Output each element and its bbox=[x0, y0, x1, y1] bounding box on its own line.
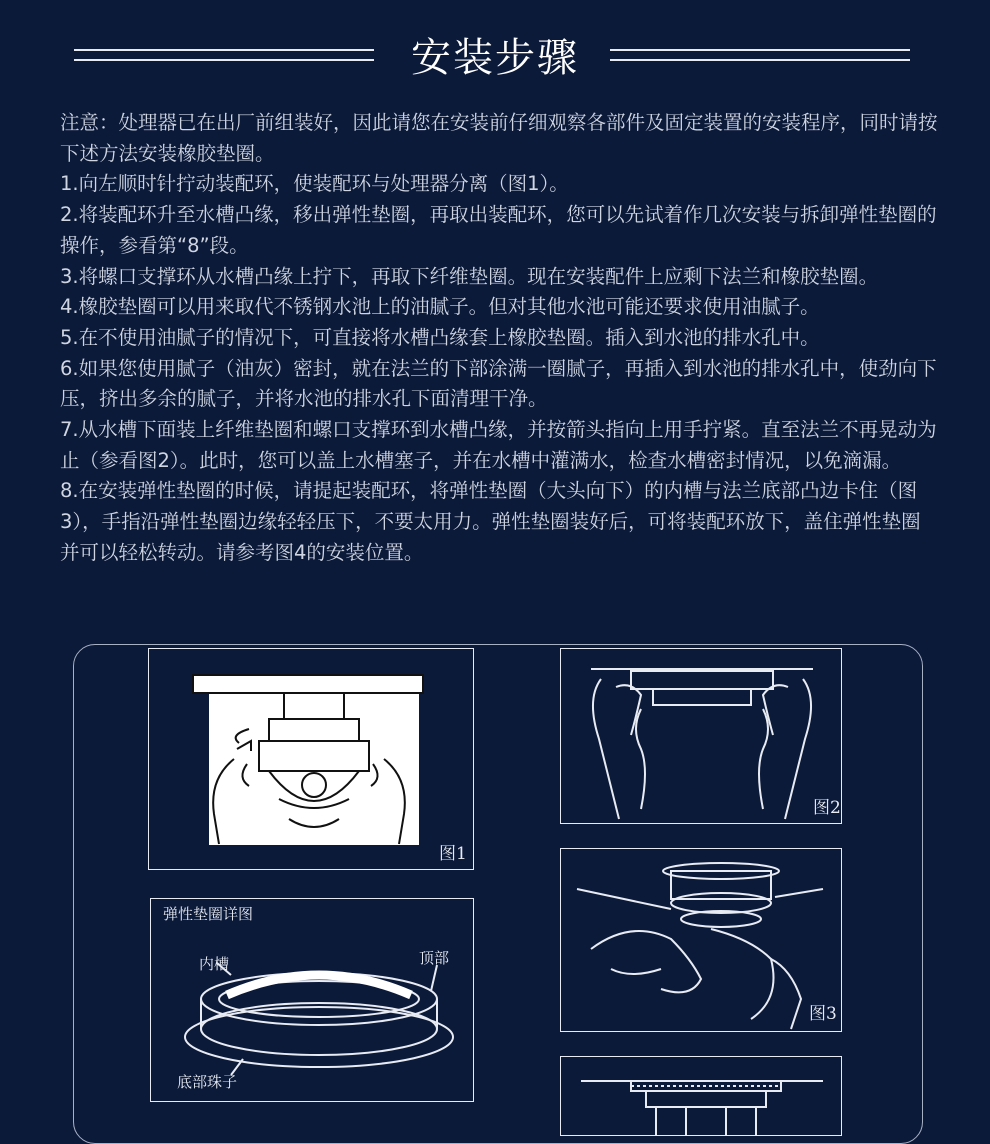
step-8: 8.在安装弹性垫圈的时候，请提起装配环，将弹性垫圈（大头向下）的内槽与法兰底部凸边卡住（图3），手指沿弹性垫圈边缘轻轻压下，不要太用力。弹性垫圈装好后，可将装配环放下，盖住弹性垫圈并可以轻松转动。请参考图4的安装位置。 bbox=[60, 479, 921, 564]
gasket-top-label: 顶部 bbox=[419, 949, 450, 967]
figure-1 bbox=[148, 648, 474, 870]
step-2: 2.将装配环升至水槽凸缘，移出弹性垫圈，再取出装配环，您可以先试着作几次安装与拆卸弹性垫圈的操作，参看第“8”段。 bbox=[60, 203, 937, 257]
figure-2-illustration bbox=[561, 649, 842, 824]
header-rule-left bbox=[74, 49, 374, 61]
gasket-bottom-beads-label: 底部珠子 bbox=[177, 1073, 238, 1091]
gasket-detail-title: 弹性垫圈详图 bbox=[163, 905, 254, 923]
figure-3 bbox=[560, 848, 842, 1032]
gasket-inner-groove-label: 内槽 bbox=[199, 955, 230, 973]
section-header bbox=[0, 22, 990, 86]
step-3: 3.将螺口支撑环从水槽凸缘上拧下，再取下纤维垫圈。现在安装配件上应剩下法兰和橡胶垫圈。 bbox=[60, 264, 879, 288]
figure-4 bbox=[560, 1056, 842, 1136]
step-6: 6.如果您使用腻子（油灰）密封，就在法兰的下部涂满一圈腻子，再插入到水池的排水孔中，使劲向下压，挤出多余的腻子，并将水池的排水孔下面清理干净。 bbox=[60, 356, 937, 411]
header-rule-right bbox=[610, 49, 910, 61]
page-title: 安装步骤 bbox=[411, 35, 579, 81]
installation-instructions bbox=[60, 108, 940, 569]
figure-3-illustration bbox=[561, 849, 842, 1032]
figure-2-label: 图2 bbox=[813, 798, 841, 818]
figure-3-label: 图3 bbox=[809, 1004, 837, 1024]
step-7: 7.从水槽下面装上纤维垫圈和螺口支撑环到水槽凸缘，并按箭头指向上用手拧紧。直至法兰不再晃动为止（参看图2）。此时，您可以盖上水槽塞子，并在水槽中灌满水，检查水槽密封情况，以免滴漏。 bbox=[60, 418, 937, 472]
figure-4-illustration bbox=[561, 1057, 842, 1136]
step-4: 4.橡胶垫圈可以用来取代不锈钢水池上的油腻子。但对其他水池可能还要求使用油腻子。 bbox=[60, 295, 820, 319]
step-5: 5.在不使用油腻子的情况下，可直接将水槽凸缘套上橡胶垫圈。插入到水池的排水孔中。 bbox=[60, 325, 820, 349]
step-1: 1.向左顺时针拧动装配环，使装配环与处理器分离（图1）。 bbox=[60, 172, 569, 196]
figure-1-illustration bbox=[149, 649, 474, 870]
gasket-detail-figure bbox=[150, 898, 474, 1102]
note-paragraph: 注意：处理器已在出厂前组装好，因此请您在安装前仔细观察各部件及固定装置的安装程序，同时请按下述方法安装橡胶垫圈。 bbox=[60, 111, 938, 165]
figure-2 bbox=[560, 648, 842, 824]
figure-1-label: 图1 bbox=[439, 844, 467, 864]
